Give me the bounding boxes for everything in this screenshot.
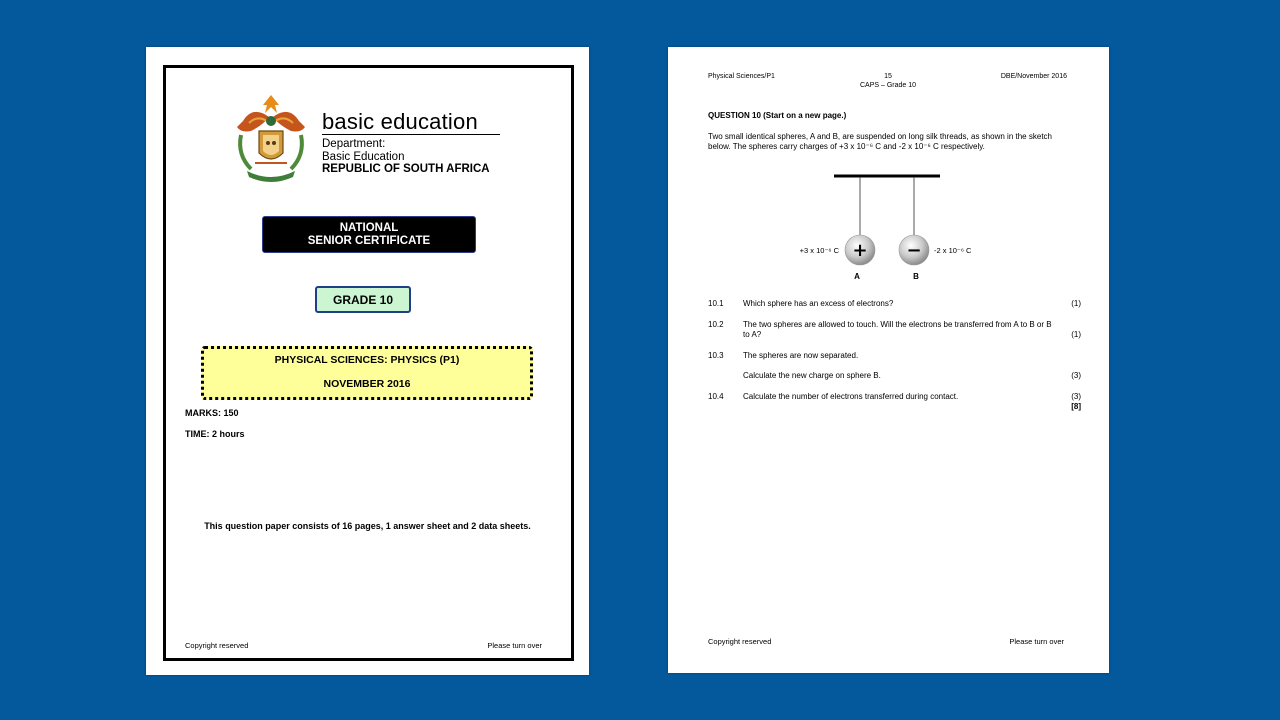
question-marks: (3)	[1071, 392, 1081, 401]
spheres-sketch	[786, 171, 986, 283]
question-footer-turn-over: Please turn over	[1009, 637, 1064, 646]
question-title: QUESTION 10 (Start on a new page.)	[708, 111, 847, 120]
cover-footer-turn-over: Please turn over	[487, 641, 542, 650]
cover-footer-copyright: Copyright reserved	[185, 641, 249, 650]
question-number: 10.1	[708, 299, 724, 308]
question-page	[668, 47, 1109, 673]
question-marks: (3)	[1071, 371, 1081, 380]
question-total: [8]	[1071, 402, 1081, 411]
question-text: The spheres are now separated.	[743, 351, 859, 360]
question-number: 10.4	[708, 392, 724, 401]
question-text: The two spheres are allowed to touch. Will the electrons be transferred from A to B or B to A?	[743, 320, 1052, 339]
nsc-banner	[262, 216, 476, 253]
header-subject: Physical Sciences/P1	[708, 73, 775, 80]
question-marks: (1)	[1071, 330, 1081, 339]
question-text: Calculate the new charge on sphere B.	[743, 371, 881, 380]
sphere-b-label: B	[913, 272, 919, 281]
question-text: Which sphere has an excess of electrons?	[743, 299, 894, 308]
header-date: DBE/November 2016	[1000, 73, 1067, 80]
header-center	[828, 73, 948, 90]
logo-department-line2: Basic Education	[322, 150, 405, 163]
sphere-a-label: A	[854, 272, 860, 281]
sphere-b-sign: −	[906, 240, 922, 261]
sphere-a-sign: +	[852, 240, 868, 261]
header-page-number: 15	[884, 73, 892, 80]
question-text: Calculate the number of electrons transferred during contact.	[743, 392, 959, 401]
question-intro: Two small identical spheres, A and B, are suspended on long silk threads, as shown in the sketch below. The spheres carry charges of +3 x 10⁻⁶ C and -2 x 10⁻⁶ C respectively.	[708, 132, 1052, 151]
charge-b-label: -2 x 10⁻⁶ C	[934, 246, 972, 255]
marks-label: MARKS: 150	[185, 408, 239, 418]
logo-department	[322, 138, 404, 163]
cover-page	[146, 47, 589, 675]
nsc-line1: NATIONAL	[339, 221, 399, 234]
logo-divider	[322, 134, 500, 135]
nsc-line2: SENIOR CERTIFICATE	[307, 234, 431, 247]
coat-of-arms-icon	[233, 91, 309, 183]
question-footer-copyright: Copyright reserved	[708, 637, 772, 646]
header-caps-grade: CAPS – Grade 10	[859, 81, 917, 89]
exam-date: NOVEMBER 2016	[323, 378, 411, 390]
paper-contents-note: This question paper consists of 16 pages, 1 answer sheet and 2 data sheets.	[204, 521, 531, 531]
grade-badge: GRADE 10	[315, 286, 411, 313]
question-number: 10.3	[708, 351, 724, 360]
time-label: TIME: 2 hours	[185, 429, 245, 439]
logo-country: REPUBLIC OF SOUTH AFRICA	[322, 163, 490, 175]
charge-a-label: +3 x 10⁻⁶ C	[799, 246, 839, 255]
logo-title: basic education	[322, 109, 478, 134]
subject-title: PHYSICAL SCIENCES: PHYSICS (P1)	[274, 354, 460, 366]
question-marks: (1)	[1071, 299, 1081, 308]
logo-department-line1: Department:	[322, 138, 386, 150]
subject-box	[201, 346, 533, 400]
question-number: 10.2	[708, 320, 724, 329]
